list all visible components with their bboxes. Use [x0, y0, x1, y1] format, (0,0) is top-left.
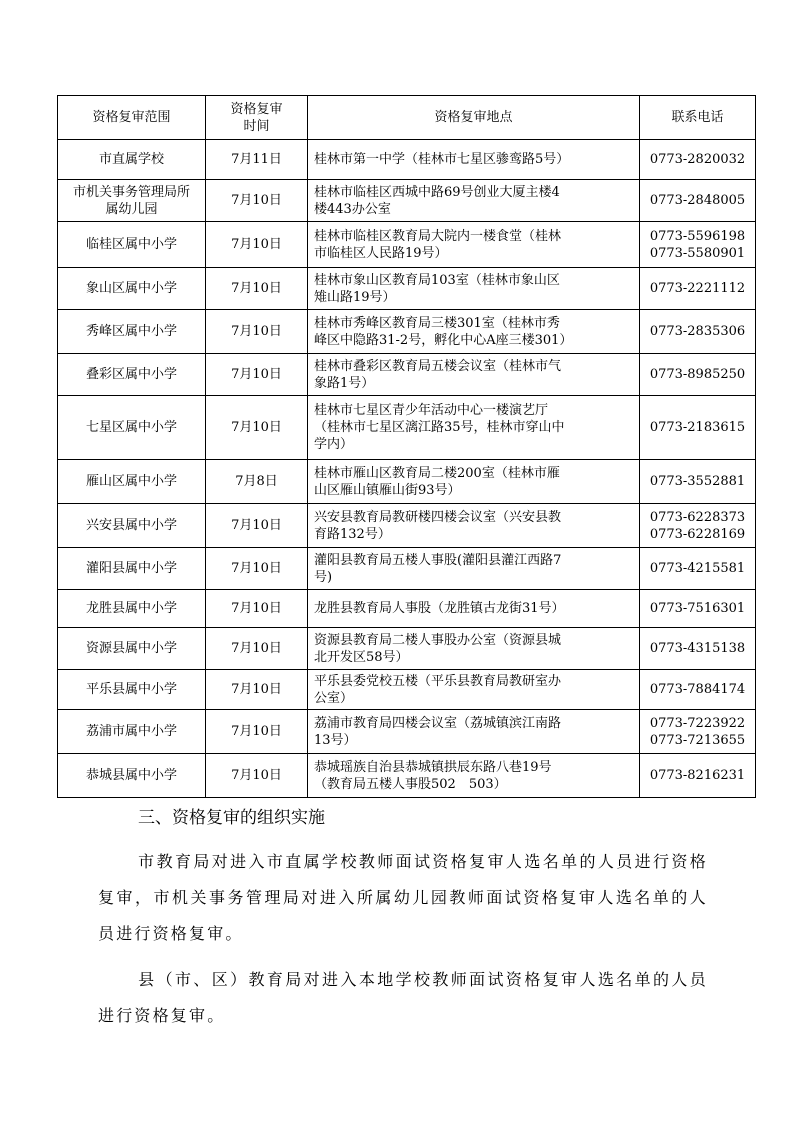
cell-phone: 0773-8985250 [640, 354, 756, 396]
table-row [58, 754, 756, 798]
cell-phone: 0773-7516301 [640, 590, 756, 628]
cell-time: 7月10日 [206, 396, 308, 460]
section-heading: 三、资格复审的组织实施 [138, 808, 325, 828]
cell-scope: 兴安县属中小学 [58, 504, 206, 548]
cell-scope: 市直属学校 [58, 140, 206, 180]
cell-scope: 龙胜县属中小学 [58, 590, 206, 628]
cell-scope: 临桂区属中小学 [58, 222, 206, 268]
header-phone: 联系电话 [640, 96, 756, 140]
cell-time: 7月10日 [206, 710, 308, 754]
cell-time: 7月10日 [206, 222, 308, 268]
cell-scope: 资源县属中小学 [58, 628, 206, 670]
table-row [58, 396, 756, 460]
cell-place: 桂林市临桂区西城中路69号创业大厦主楼4 楼443办公室 [308, 180, 640, 222]
cell-place: 兴安县教育局教研楼四楼会议室（兴安县教 育路132号） [308, 504, 640, 548]
table-row [58, 460, 756, 504]
table-row [58, 548, 756, 590]
cell-phone: 0773-6228373 0773-6228169 [640, 504, 756, 548]
cell-place: 桂林市叠彩区教育局五楼会议室（桂林市气 象路1号） [308, 354, 640, 396]
cell-time: 7月10日 [206, 548, 308, 590]
header-time: 资格复审 时间 [206, 96, 308, 140]
table-row [58, 180, 756, 222]
cell-time: 7月10日 [206, 670, 308, 710]
table-row [58, 310, 756, 354]
cell-scope: 秀峰区属中小学 [58, 310, 206, 354]
cell-time: 7月11日 [206, 140, 308, 180]
table-header-row [58, 96, 756, 140]
cell-phone: 0773-2848005 [640, 180, 756, 222]
cell-time: 7月10日 [206, 268, 308, 310]
review-schedule-table [57, 95, 756, 798]
table-row [58, 504, 756, 548]
cell-time: 7月10日 [206, 180, 308, 222]
table-row [58, 222, 756, 268]
cell-time: 7月10日 [206, 754, 308, 798]
cell-scope: 市机关事务管理局所 属幼儿园 [58, 180, 206, 222]
cell-place: 平乐县委党校五楼（平乐县教育局教研室办 公室） [308, 670, 640, 710]
cell-scope: 雁山区属中小学 [58, 460, 206, 504]
cell-phone: 0773-8216231 [640, 754, 756, 798]
cell-place: 灌阳县教育局五楼人事股(灌阳县灌江西路7 号) [308, 548, 640, 590]
cell-place: 桂林市象山区教育局103室（桂林市象山区 雉山路19号） [308, 268, 640, 310]
cell-place: 桂林市临桂区教育局大院内一楼食堂（桂林 市临桂区人民路19号） [308, 222, 640, 268]
cell-phone: 0773-2835306 [640, 310, 756, 354]
cell-phone: 0773-7223922 0773-7213655 [640, 710, 756, 754]
table-row [58, 670, 756, 710]
table-row [58, 140, 756, 180]
cell-scope: 恭城县属中小学 [58, 754, 206, 798]
cell-phone: 0773-2820032 [640, 140, 756, 180]
cell-scope: 平乐县属中小学 [58, 670, 206, 710]
cell-scope: 象山区属中小学 [58, 268, 206, 310]
header-place: 资格复审地点 [308, 96, 640, 140]
cell-time: 7月10日 [206, 590, 308, 628]
cell-phone: 0773-4215581 [640, 548, 756, 590]
table-row [58, 354, 756, 396]
cell-phone: 0773-4315138 [640, 628, 756, 670]
cell-phone: 0773-3552881 [640, 460, 756, 504]
cell-place: 荔浦市教育局四楼会议室（荔城镇滨江南路 13号） [308, 710, 640, 754]
cell-place: 龙胜县教育局人事股（龙胜镇古龙街31号） [308, 590, 640, 628]
table-row [58, 268, 756, 310]
cell-place: 恭城瑶族自治县恭城镇拱辰东路八巷19号 （教育局五楼人事股502 503） [308, 754, 640, 798]
cell-time: 7月10日 [206, 354, 308, 396]
cell-phone: 0773-2221112 [640, 268, 756, 310]
cell-time: 7月10日 [206, 628, 308, 670]
cell-place: 资源县教育局二楼人事股办公室（资源县城 北开发区58号） [308, 628, 640, 670]
cell-time: 7月10日 [206, 310, 308, 354]
cell-time: 7月10日 [206, 504, 308, 548]
cell-phone: 0773-5596198 0773-5580901 [640, 222, 756, 268]
paragraph-2: 县（市、区）教育局对进入本地学校教师面试资格复审人选名单的人员进行资格复审。 [98, 970, 708, 1025]
cell-place: 桂林市雁山区教育局二楼200室（桂林市雁 山区雁山镇雁山街93号） [308, 460, 640, 504]
table-row [58, 628, 756, 670]
cell-scope: 荔浦市属中小学 [58, 710, 206, 754]
cell-place: 桂林市七星区青少年活动中心一楼演艺厅 （桂林市七星区漓江路35号，桂林市穿山中 学内） [308, 396, 640, 460]
cell-scope: 七星区属中小学 [58, 396, 206, 460]
cell-scope: 叠彩区属中小学 [58, 354, 206, 396]
paragraph-1: 市教育局对进入市直属学校教师面试资格复审人选名单的人员进行资格复审，市机关事务管理局对进入所属幼儿园教师面试资格复审人选名单的人员进行资格复审。 [98, 852, 708, 943]
cell-phone: 0773-7884174 [640, 670, 756, 710]
table-row [58, 590, 756, 628]
cell-place: 桂林市第一中学（桂林市七星区骖鸾路5号） [308, 140, 640, 180]
cell-phone: 0773-2183615 [640, 396, 756, 460]
cell-place: 桂林市秀峰区教育局三楼301室（桂林市秀 峰区中隐路31-2号，孵化中心A座三楼301） [308, 310, 640, 354]
header-scope: 资格复审范围 [58, 96, 206, 140]
table-row [58, 710, 756, 754]
cell-scope: 灌阳县属中小学 [58, 548, 206, 590]
cell-time: 7月8日 [206, 460, 308, 504]
